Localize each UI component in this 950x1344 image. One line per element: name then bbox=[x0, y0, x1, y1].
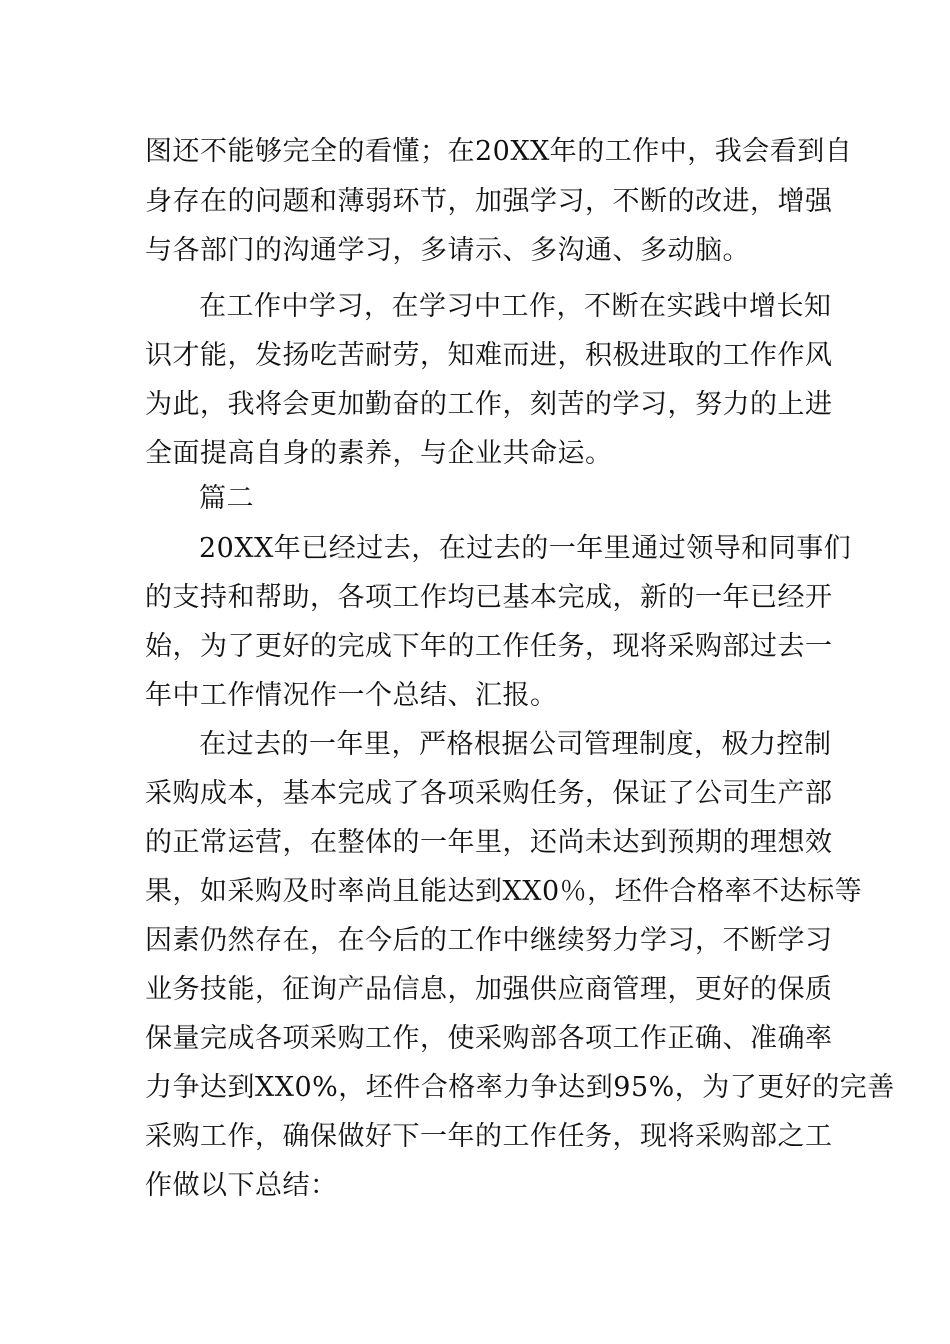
paragraph-first-line: 在过去的一年里，严格根据公司管理制度，极力控制 bbox=[199, 729, 832, 760]
text-line: 图还不能够完全的看懂；在20XX年的工作中，我会看到自 bbox=[145, 136, 853, 167]
text-line: 作做以下总结： bbox=[145, 1170, 338, 1201]
text-line: 力争达到XX0%，坯件合格率力争达到95%，为了更好的完善 bbox=[145, 1072, 895, 1103]
paragraph-first-line: 在工作中学习，在学习中工作，不断在实践中增长知 bbox=[199, 291, 832, 322]
text-line: 采购工作，确保做好下一年的工作任务，现将采购部之工 bbox=[145, 1121, 833, 1152]
text-line: 身存在的问题和薄弱环节，加强学习，不断的改进，增强 bbox=[145, 186, 833, 217]
text-line: 保量完成各项采购工作，使采购部各项工作正确、准确率 bbox=[145, 1023, 833, 1054]
text-line: 始，为了更好的完成下年的工作任务，现将采购部过去一 bbox=[145, 631, 833, 662]
text-line: 果，如采购及时率尚且能达到XX0％，坯件合格率不达标等 bbox=[145, 876, 863, 907]
text-line: 识才能，发扬吃苦耐劳，知难而进，积极进取的工作作风 bbox=[145, 340, 833, 371]
text-line: 因素仍然存在，在今后的工作中继续努力学习，不断学习 bbox=[145, 925, 833, 956]
text-line: 与各部门的沟通学习，多请示、多沟通、多动脑。 bbox=[145, 235, 750, 266]
text-line: 的支持和帮助，各项工作均已基本完成，新的一年已经开 bbox=[145, 582, 833, 613]
text-line: 为此，我将会更加勤奋的工作，刻苦的学习，努力的上进 bbox=[145, 389, 833, 420]
text-line: 年中工作情况作一个总结、汇报。 bbox=[145, 680, 558, 711]
text-line: 业务技能，征询产品信息，加强供应商管理，更好的保质 bbox=[145, 974, 833, 1005]
paragraph-first-line: 20XX年已经过去，在过去的一年里通过领导和同事们 bbox=[199, 533, 852, 564]
text-line: 的正常运营，在整体的一年里，还尚未达到预期的理想效 bbox=[145, 827, 833, 858]
text-line: 全面提高自身的素养，与企业共命运。 bbox=[145, 438, 613, 469]
section-heading: 篇二 bbox=[199, 483, 254, 514]
text-line: 采购成本，基本完成了各项采购任务，保证了公司生产部 bbox=[145, 778, 833, 809]
